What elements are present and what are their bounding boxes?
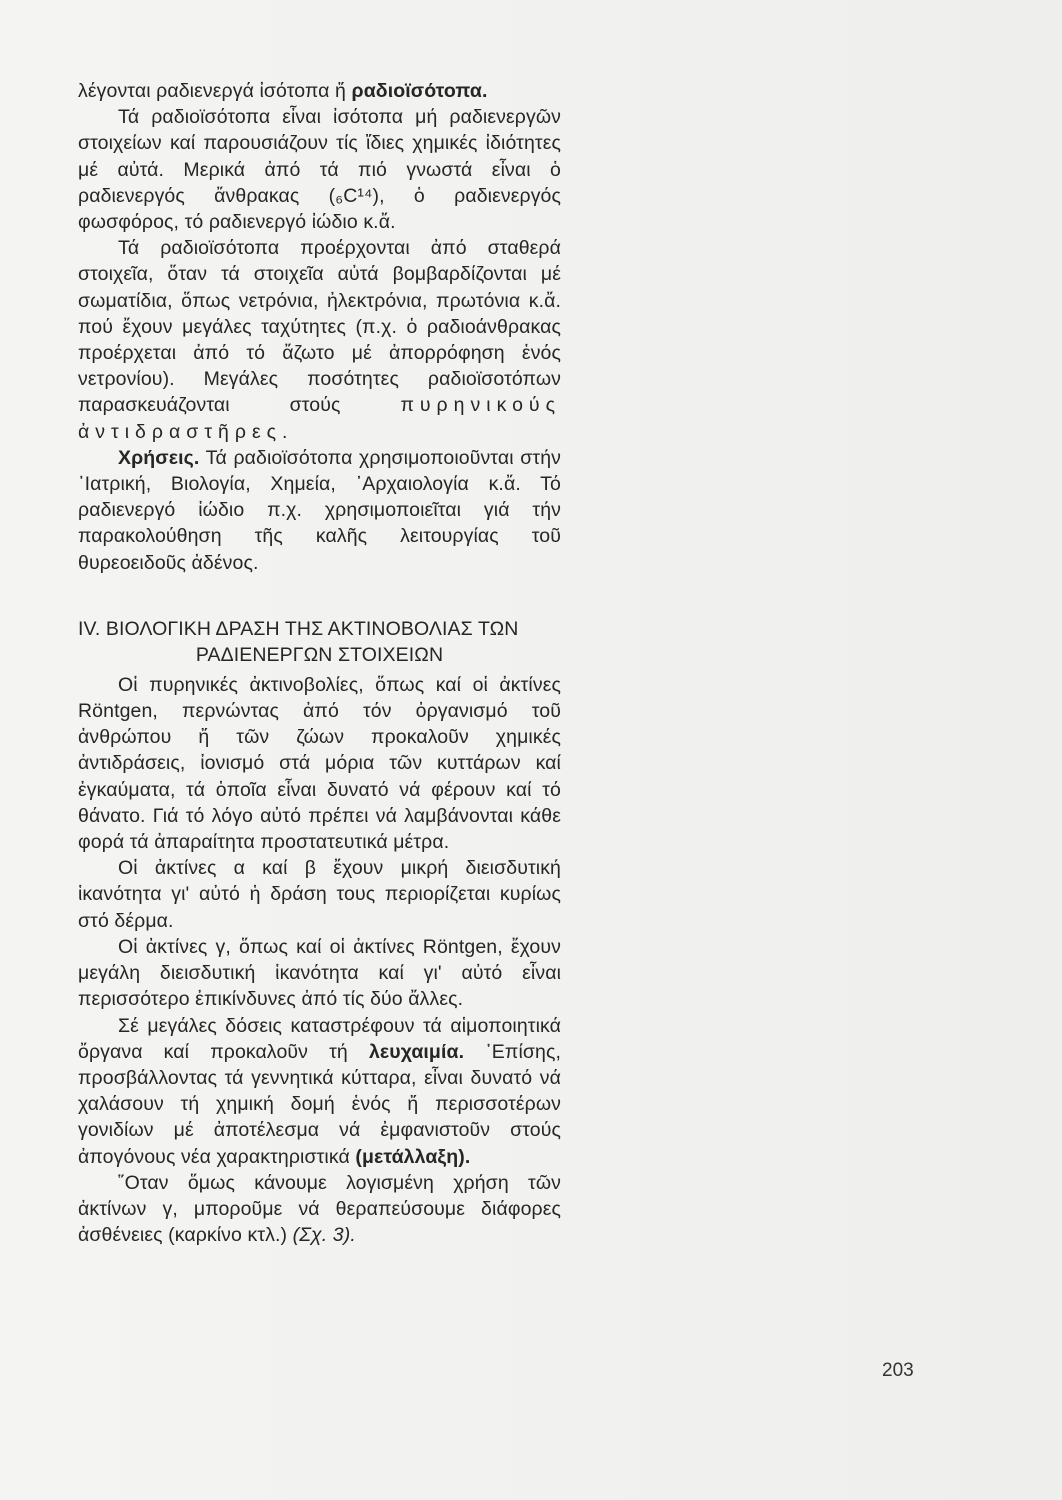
- paragraph-biological-effects: Οἱ πυρηνικές ἀκτινοβολίες, ὅπως καί οἱ ἀκτίνες Röntgen, περνώντας ἀπό τόν ὀργανισμό τοῦ ἀνθρώπου ἤ τῶν ζώων προκαλοῦν χημικές ἀντιδράσεις, ἰονισμό στά μόρια τῶν κυττάρων καί ἐγκαύματα, τά ὁποῖα εἶναι δυνατό νά φέρουν καί τό θάνατο. Γιά τό λόγο αὐτό πρέπει νά λαμβάνονται κάθε φορά τά ἀπαραίτητα προστατευτικά μέτρα.: [78, 673, 561, 854]
- paragraph-alpha-beta: Οἱ ἀκτίνες α καί β ἔχουν μικρή διεισδυτική ἱκανότητα γι' αὐτό ἡ δράση τους περιορίζεται κυρίως στό δέρμα.: [78, 857, 561, 932]
- paragraph-origin-text: Τά ραδιοϊσότοπα προέρχονται ἀπό σταθερά στοιχεῖα, ὅταν τά στοιχεῖα αὐτά βομβαρδίζονται μέ σωματίδια, ὅπως νετρόνια, ἠλεκτρόνια, πρωτόνια κ.ἄ. πού ἔχουν μεγάλες ταχύτητες (π.χ. ὁ ραδιοάνθρακας προέρχεται ἀπό τό ἄζωτο μέ ἀπορρόφηση ἑνός νετρονίου). Μεγάλες ποσότητες ραδιοϊσοτόπων παρασκευάζονται στούς: [78, 237, 561, 417]
- paragraph-uses: [78, 445, 561, 576]
- term-leukemia: λευχαιμία.: [368, 1040, 465, 1063]
- term-uses: Χρήσεις.: [118, 446, 200, 469]
- paragraph-intro-text: λέγονται ραδιενεργά ἰσότοπα ἤ: [78, 80, 352, 102]
- term-mutation: (μετάλλαξη).: [355, 1145, 471, 1168]
- text-column: [78, 78, 561, 1248]
- paragraph-uses-text: Τά ραδιοϊσότοπα χρησιμοποιοῦνται στήν ᾿Ιατρική, Βιολογία, Χημεία, ᾿Αρχαιολογία κ.ἄ. Τό ραδιενεργό ἰώδιο π.χ. χρησιμοποιεῖται γιά τήν παρακολούθηση τῆς καλῆς λειτουργίας τοῦ θυρεοειδοῦς ἀδένος.: [78, 446, 561, 574]
- paragraph-high-doses-text-2: ᾿Επίσης, προσβάλλοντας τά γεννητικά κύτταρα, εἶναι δυνατό νά χαλάσουν τή χημική δομή ἑνός ἤ περισσοτέρων γονιδίων μέ ἀποτέλεσμα νά ἐμφανιστοῦν στούς ἀπογόνους νέα χαρακτηριστικά: [78, 1040, 561, 1168]
- paragraph-gamma: Οἱ ἀκτίνες γ, ὅπως καί οἱ ἀκτίνες Röntgen, ἔχουν μεγάλη διεισδυτική ἱκανότητα καί γι' αὐτό εἶναι περισσότερο ἐπικίνδυνες ἀπό τίς δύο ἄλλες.: [78, 935, 561, 1011]
- paragraph-therapy-text: ῞Οταν ὅμως κάνουμε λογισμένη χρήση τῶν ἀκτίνων γ, μποροῦμε νά θεραπεύσουμε διάφορες ἀσθένειες (καρκίνο κτλ.): [78, 1171, 561, 1247]
- paragraph-high-doses: [78, 1013, 561, 1170]
- paragraph-intro: [78, 78, 561, 104]
- paragraph-radioisotopes-origin: [78, 235, 561, 445]
- paragraph-high-doses-text-1: Σέ μεγάλες δόσεις καταστρέφουν τά αἱμοποιητικά ὄργανα καί προκαλοῦν τή: [78, 1014, 561, 1063]
- term-nuclear-reactors: πυρηνικούς ἀντιδραστῆρες.: [78, 394, 561, 443]
- paragraph-therapy: [78, 1170, 561, 1249]
- section-heading: [78, 616, 561, 668]
- term-radioisotopes: ραδιοϊσότοπα.: [351, 80, 488, 102]
- page-number: 203: [882, 1360, 914, 1381]
- paragraph-radioisotopes-definition: Τά ραδιοϊσότοπα εἶναι ἰσότοπα μή ραδιενεργῶν στοιχείων καί παρουσιάζουν τίς ἴδιες χημικές ἰδιότητες μέ αὐτά. Μερικά ἀπό τά πιό γνωστά εἶναι ὁ ραδιενεργός ἄνθρακας (₆C¹⁴), ὁ ραδιενεργός φωσφόρος, τό ραδιενεργό ἰώδιο κ.ἄ.: [78, 106, 561, 234]
- section-heading-line-2: ΡΑΔΙΕΝΕΡΓΩΝ ΣΤΟΙΧΕΙΩΝ: [195, 643, 444, 666]
- figure-reference: (Σχ. 3).: [292, 1224, 356, 1247]
- section-heading-line-1: IV. ΒΙΟΛΟΓΙΚΗ ΔΡΑΣΗ ΤΗΣ ΑΚΤΙΝΟΒΟΛΙΑΣ ΤΩΝ: [78, 617, 519, 640]
